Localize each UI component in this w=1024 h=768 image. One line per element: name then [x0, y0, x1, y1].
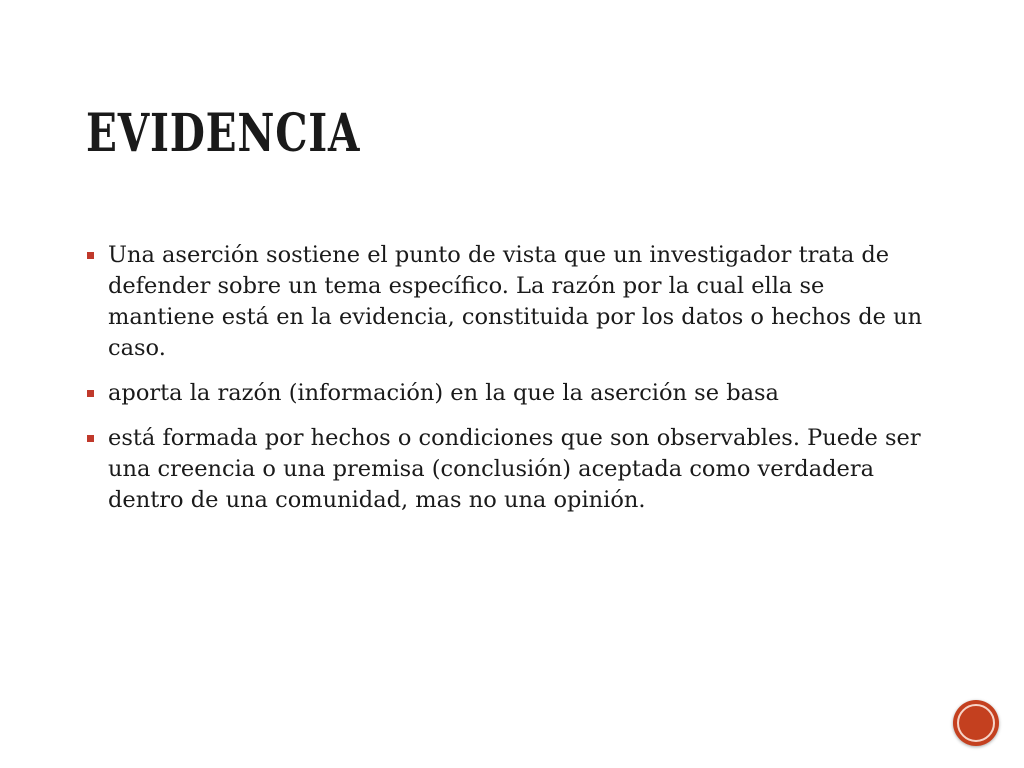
- square-bullet-icon: [86, 423, 108, 454]
- bullet-item: [86, 423, 946, 516]
- bullet-item: [86, 378, 946, 409]
- bullet-text: está formada por hechos o condiciones que son observables. Puede ser una creencia o una premisa (conclusión) aceptada como verdadera dentro de una comunidad, mas no una opinión.: [108, 425, 921, 513]
- bullet-text: Una aserción sostiene el punto de vista que un investigador trata de defender sobre un tema específico. La razón por la cual ella se mantiene está en la evidencia, constituida por los datos o hechos de un caso.: [108, 242, 923, 361]
- bullet-text: aporta la razón (información) en la que la aserción se basa: [108, 380, 779, 406]
- bullet-item: [86, 240, 946, 364]
- square-bullet-icon: [86, 378, 108, 409]
- square-bullet-icon: [86, 240, 108, 271]
- slide-title: EVIDENCIA: [86, 103, 361, 164]
- slide-badge-icon: [953, 700, 999, 746]
- bullet-list: [86, 240, 946, 530]
